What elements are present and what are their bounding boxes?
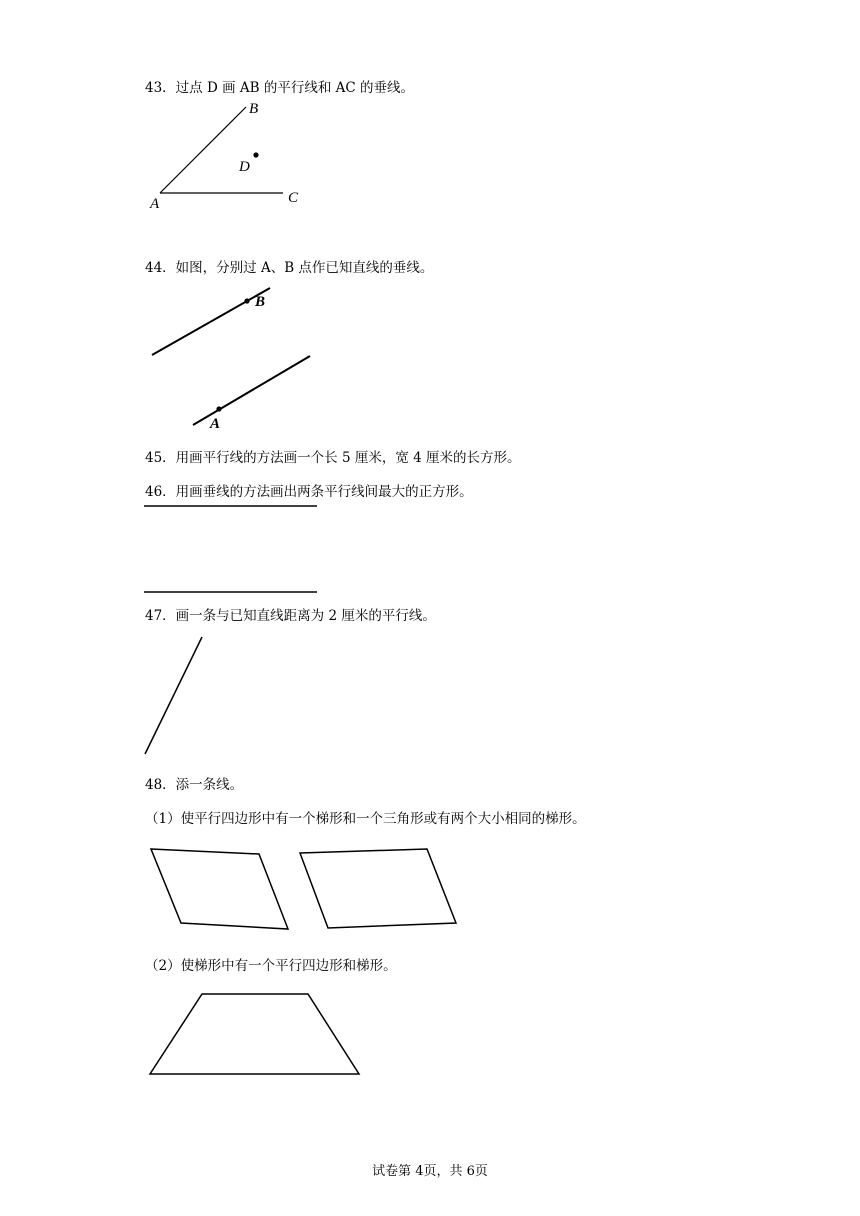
- label-c: C: [288, 190, 299, 206]
- question-44: 44．如图，分别过 A、B 点作已知直线的垂线。: [145, 260, 434, 276]
- question-47: 47．画一条与已知直线距离为 2 厘米的平行线。: [145, 608, 436, 624]
- question-45: 45．用画平行线的方法画一个长 5 厘米，宽 4 厘米的长方形。: [145, 450, 521, 466]
- label-d: D: [239, 159, 250, 175]
- figure-48-parallelograms: [140, 840, 470, 940]
- point-b: [244, 298, 249, 303]
- ray-ab: [160, 107, 246, 193]
- figure-48-trapezoid: [140, 985, 370, 1085]
- given-line: [145, 637, 202, 754]
- question-46: 46．用画垂线的方法画出两条平行线间最大的正方形。: [145, 484, 473, 500]
- lower-line: [193, 356, 310, 425]
- label-a: A: [150, 196, 160, 212]
- figure-47-line: [138, 630, 213, 760]
- point-d: [253, 152, 258, 157]
- question-43: 43．过点 D 画 AB 的平行线和 AC 的垂线。: [145, 80, 414, 96]
- parallelogram-right: [300, 849, 456, 928]
- label-b: B: [249, 101, 259, 117]
- page-footer: 试卷第 4页，共 6页: [372, 1164, 488, 1179]
- upper-line: [152, 288, 270, 355]
- parallelogram-left: [151, 849, 288, 929]
- figure-44-lines: [140, 280, 330, 435]
- question-48-part-1: （1）使平行四边形中有一个梯形和一个三角形或有两个大小相同的梯形。: [145, 811, 586, 827]
- trapezoid: [150, 994, 359, 1074]
- question-48-part-2: （2）使梯形中有一个平行四边形和梯形。: [145, 958, 397, 974]
- question-48: 48．添一条线。: [145, 777, 244, 793]
- label-b: B: [255, 294, 266, 310]
- figure-43-angle: [140, 95, 320, 215]
- label-a: A: [210, 416, 221, 432]
- point-a: [216, 406, 221, 411]
- figure-46-parallel-lines: [140, 500, 325, 600]
